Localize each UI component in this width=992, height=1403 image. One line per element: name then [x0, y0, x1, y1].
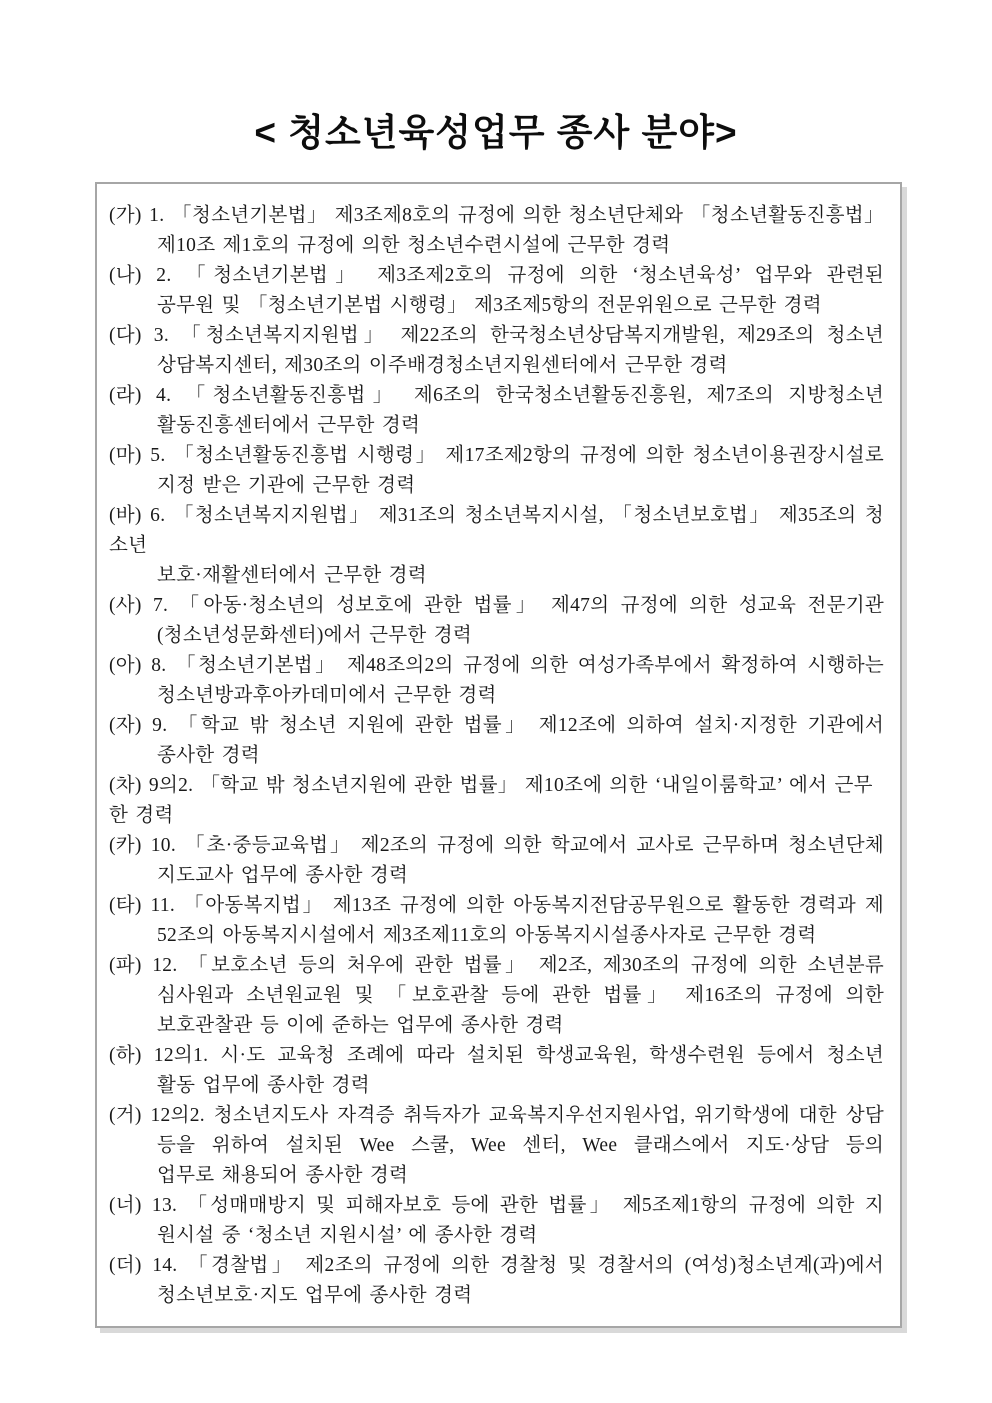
item-cont-line: 청소년보호·지도 업무에 종사한 경력	[157, 1285, 473, 1306]
item-cont-line: 심사원과 소년원교원 및 「보호관찰 등에 관한 법률」 제16조의 규정에 의한	[157, 985, 884, 1006]
list-item	[109, 891, 884, 951]
item-label: (거) 12의2.	[109, 1105, 214, 1126]
item-first-line: (가) 1. 「청소년기본법」 제3조제8호의 규정에 의한 청소년단체와 「청소년활동진흥법」	[109, 205, 884, 226]
item-cont-line: (청소년성문화센터)에서 근무한 경력	[157, 625, 472, 646]
list-item	[109, 261, 884, 321]
item-label: (카) 10.	[109, 835, 185, 856]
list-item	[109, 711, 884, 771]
item-label: (너) 13.	[109, 1195, 188, 1216]
item-cont-line: 보호·재활센터에서 근무한 경력	[157, 565, 427, 586]
item-first-line: (마) 5. 「청소년활동진흥법 시행령」 제17조제2항의 규정에 의한 청소년이용권장시설로	[109, 445, 884, 466]
item-cont-line: 청소년방과후아카데미에서 근무한 경력	[157, 685, 497, 706]
content-box	[95, 182, 902, 1328]
item-first-line: (거) 12의2. 청소년지도사 자격증 취득자가 교육복지우선지원사업, 위기학생에 대한 상담	[109, 1105, 884, 1126]
item-first-line: (하) 12의1. 시·도 교육청 조례에 따라 설치된 학생교육원, 학생수련원 등에서 청소년	[109, 1045, 884, 1066]
list-item	[109, 651, 884, 711]
list-item	[109, 1101, 884, 1191]
list-item	[109, 501, 884, 591]
item-first-line: (파) 12. 「보호소년 등의 처우에 관한 법률」 제2조, 제30조의 규정에 의한 소년분류	[109, 955, 884, 976]
item-label: (사) 7.	[109, 595, 180, 616]
item-cont-line: 상담복지센터, 제30조의 이주배경청소년지원센터에서 근무한 경력	[157, 355, 728, 376]
item-label: (더) 14.	[109, 1255, 188, 1276]
item-label: (자) 9.	[109, 715, 178, 736]
item-first-line: (차) 9의2. 「학교 밖 청소년지원에 관한 법률」 제10조에 의한 ‘내일이룸학교’ 에서 근무한 경력	[109, 775, 873, 826]
item-first-line: (아) 8. 「청소년기본법」 제48조의2의 규정에 의한 여성가족부에서 확정하여 시행하는	[109, 655, 884, 676]
list-item	[109, 1041, 884, 1101]
item-cont-line: 제10조 제1호의 규정에 의한 청소년수련시설에 근무한 경력	[157, 235, 671, 256]
item-first-line: (너) 13. 「성매매방지 및 피해자보호 등에 관한 법률」 제5조제1항의 규정에 의한 지	[109, 1195, 884, 1216]
item-label: (아) 8.	[109, 655, 176, 676]
item-cont-line: 보호관찰관 등 이에 준하는 업무에 종사한 경력	[157, 1015, 564, 1036]
item-first-line: (카) 10. 「초·중등교육법」 제2조의 규정에 의한 학교에서 교사로 근무하며 청소년단체	[109, 835, 884, 856]
item-first-line: (나) 2. 「청소년기본법」 제3조제2호의 규정에 의한 ‘청소년육성’ 업무와 관련된	[109, 265, 884, 286]
item-cont-line: 업무로 채용되어 종사한 경력	[157, 1165, 409, 1186]
item-label: (나) 2.	[109, 265, 187, 286]
item-first-line: (사) 7. 「아동·청소년의 성보호에 관한 법률」 제47의 규정에 의한 성교육 전문기관	[109, 595, 884, 616]
item-first-line: (바) 6. 「청소년복지지원법」 제31조의 청소년복지시설, 「청소년보호법」 제35조의 청소년	[109, 505, 884, 556]
page-title: < 청소년육성업무 종사 분야>	[254, 112, 738, 153]
item-label: (타) 11.	[109, 895, 184, 916]
list-item	[109, 201, 884, 261]
item-cont-line: 지정 받은 기관에 근무한 경력	[157, 475, 416, 496]
item-first-line: (더) 14. 「경찰법」 제2조의 규정에 의한 경찰청 및 경찰서의 (여성)청소년계(과)에서	[109, 1255, 884, 1276]
item-label: (파) 12.	[109, 955, 188, 976]
item-label: (가) 1.	[109, 205, 172, 226]
item-label: (마) 5.	[109, 445, 175, 466]
item-label: (하) 12의1.	[109, 1045, 221, 1066]
list-item	[109, 1191, 884, 1251]
list-item	[109, 951, 884, 1041]
item-label: (다) 3.	[109, 325, 182, 346]
item-label: (차) 9의2.	[109, 775, 201, 796]
list-item	[109, 321, 884, 381]
list-item	[109, 441, 884, 501]
item-cont-line: 활동진흥센터에서 근무한 경력	[157, 415, 421, 436]
item-cont-line: 지도교사 업무에 종사한 경력	[157, 865, 409, 886]
item-label: (라) 4.	[109, 385, 186, 406]
list-item	[109, 381, 884, 441]
item-first-line: (자) 9. 「학교 밖 청소년 지원에 관한 법률」 제12조에 의하여 설치·지정한 기관에서	[109, 715, 884, 736]
item-cont-line: 종사한 경력	[157, 745, 260, 766]
item-cont-line: 52조의 아동복지시설에서 제3조제11호의 아동복지시설종사자로 근무한 경력	[157, 925, 817, 946]
item-cont-line: 활동 업무에 종사한 경력	[157, 1075, 370, 1096]
list-item	[109, 831, 884, 891]
item-list	[109, 201, 884, 1311]
item-cont-line: 등을 위하여 설치된 Wee 스쿨, Wee 센터, Wee 클래스에서 지도·상담 등의	[157, 1135, 884, 1156]
item-first-line: (타) 11. 「아동복지법」 제13조 규정에 의한 아동복지전담공무원으로 활동한 경력과 제	[109, 895, 884, 916]
item-label: (바) 6.	[109, 505, 174, 526]
list-item	[109, 1251, 884, 1311]
item-first-line: (라) 4. 「청소년활동진흥법」 제6조의 한국청소년활동진흥원, 제7조의 지방청소년	[109, 385, 884, 406]
list-item	[109, 771, 884, 831]
item-first-line: (다) 3. 「청소년복지지원법」 제22조의 한국청소년상담복지개발원, 제29조의 청소년	[109, 325, 884, 346]
item-cont-line: 공무원 및 「청소년기본법 시행령」 제3조제5항의 전문위원으로 근무한 경력	[157, 295, 822, 316]
list-item	[109, 591, 884, 651]
item-cont-line: 원시설 중 ‘청소년 지원시설’ 에 종사한 경력	[157, 1225, 538, 1246]
